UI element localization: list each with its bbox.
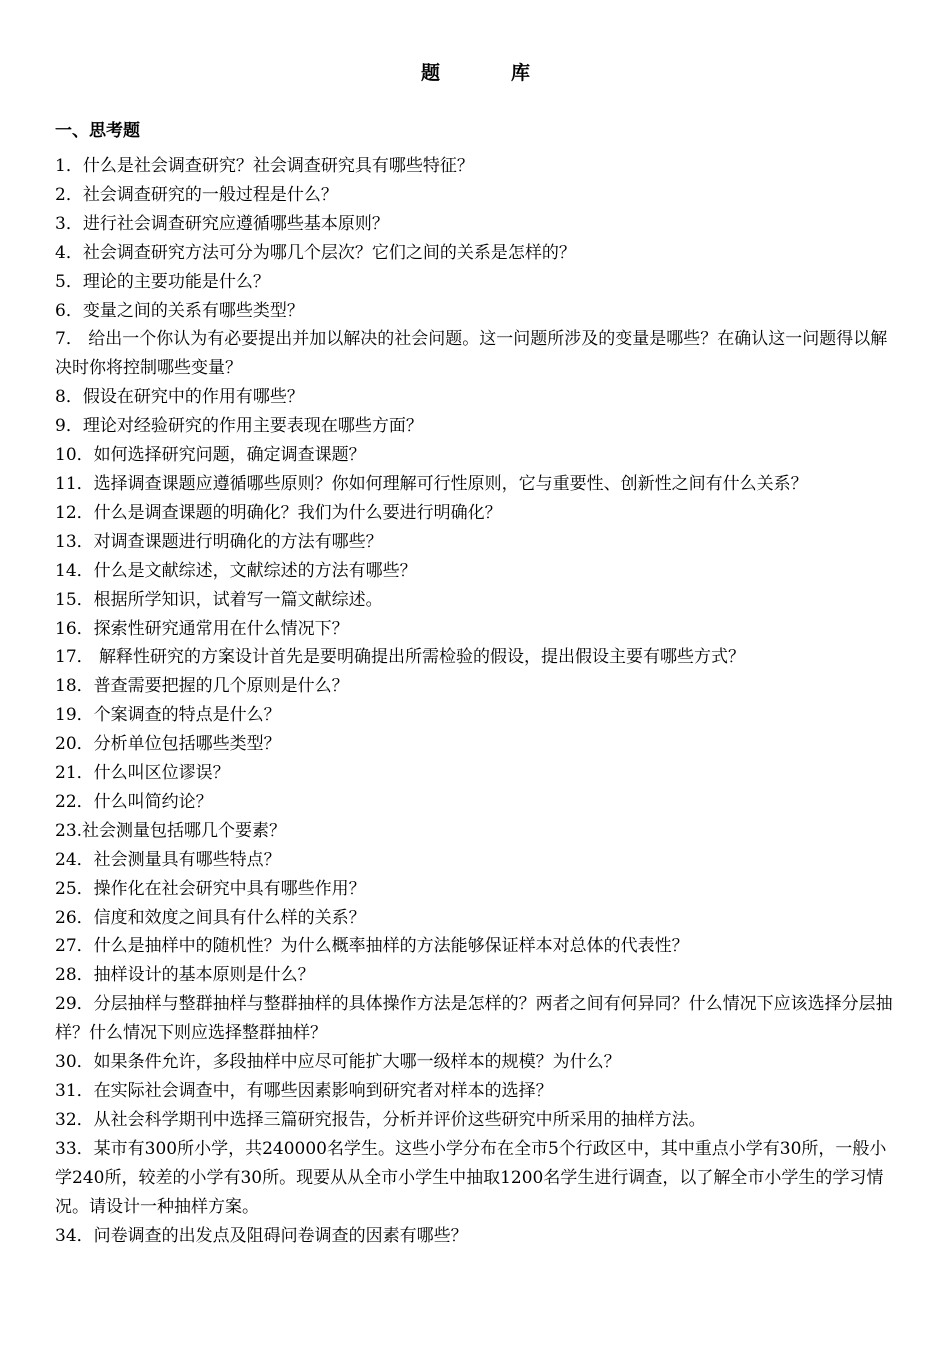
- question-item: 21．什么叫区位谬误？: [55, 763, 230, 784]
- question-item: 34．问卷调查的出发点及阻碍问卷调查的因素有哪些？: [55, 1225, 468, 1246]
- question-item: 33．某市有300所小学，共240000名学生。这些小学分布在全市5个行政区中，其中重点小学有30所，一般小学240所，较差的小学有30所。现要从从全市小学生中抽取1200名学生进行调查，以了解全市小学生的学习情况。请设计一种抽样方案。: [55, 1138, 887, 1217]
- question-item: 7． 给出一个你认为有必要提出并加以解决的社会问题。这一问题所涉及的变量是哪些？在确认这一问题得以解决时你将控制哪些变量？: [55, 329, 888, 379]
- question-item: 29．分层抽样与整群抽样与整群抽样的具体操作方法是怎样的？两者之间有何异同？什么情况下应该选择分层抽样？什么情况下则应选择整群抽样？: [55, 994, 893, 1044]
- question-item: 18．普查需要把握的几个原则是什么？: [55, 676, 349, 697]
- question-item: 12．什么是调查课题的明确化？我们为什么要进行明确化？: [55, 502, 502, 523]
- question-item: 4．社会调查研究方法可分为哪几个层次？它们之间的关系是怎样的？: [55, 242, 576, 263]
- question-item: 19．个案调查的特点是什么？: [55, 705, 281, 726]
- question-list: [55, 152, 900, 1250]
- question-item: 26．信度和效度之间具有什么样的关系？: [55, 907, 366, 928]
- question-item: 20．分析单位包括哪些类型？: [55, 734, 281, 755]
- question-item: 8．假设在研究中的作用有哪些？: [55, 387, 304, 408]
- question-item: 11．选择调查课题应遵循哪些原则？你如何理解可行性原则，它与重要性、创新性之间有什么关系？: [55, 473, 808, 494]
- question-item: 27．什么是抽样中的随机性？为什么概率抽样的方法能够保证样本对总体的代表性？: [55, 936, 689, 957]
- question-item: 2．社会调查研究的一般过程是什么？: [55, 184, 338, 205]
- question-item: 15．根据所学知识，试着写一篇文献综述。: [55, 589, 383, 610]
- question-item: 25．操作化在社会研究中具有哪些作用？: [55, 878, 366, 899]
- question-item: 14．什么是文献综述，文献综述的方法有哪些？: [55, 560, 417, 581]
- question-item: 22．什么叫简约论？: [55, 791, 213, 812]
- section-heading: 一、思考题: [55, 121, 140, 141]
- question-item: 1．什么是社会调查研究？社会调查研究具有哪些特征？: [55, 156, 474, 176]
- question-item: 23.社会测量包括哪几个要素？: [55, 820, 287, 841]
- question-item: 31．在实际社会调查中，有哪些因素影响到研究者对样本的选择？: [55, 1081, 553, 1101]
- question-item: 10．如何选择研究问题，确定调查课题？: [55, 445, 366, 466]
- question-item: 17． 解释性研究的方案设计首先是要明确提出所需检验的假设，提出假设主要有哪些方式？: [55, 647, 746, 668]
- question-item: 5．理论的主要功能是什么？: [55, 271, 270, 292]
- question-item: 13．对调查课题进行明确化的方法有哪些？: [55, 531, 383, 552]
- question-item: 30．如果条件允许，多段抽样中应尽可能扩大哪一级样本的规模？为什么？: [55, 1052, 621, 1073]
- question-item: 28．抽样设计的基本原则是什么？: [55, 965, 315, 986]
- question-item: 9．理论对经验研究的作用主要表现在哪些方面？: [55, 416, 423, 437]
- question-item: 24．社会测量具有哪些特点？: [55, 849, 281, 870]
- page-title: 题 库: [420, 62, 556, 84]
- question-item: 6．变量之间的关系有哪些类型？: [55, 300, 304, 321]
- question-item: 16．探索性研究通常用在什么情况下？: [55, 618, 349, 639]
- question-item: 3．进行社会调查研究应遵循哪些基本原则？: [55, 213, 389, 234]
- question-item: 32．从社会科学期刊中选择三篇研究报告，分析并评价这些研究中所采用的抽样方法。: [55, 1109, 706, 1130]
